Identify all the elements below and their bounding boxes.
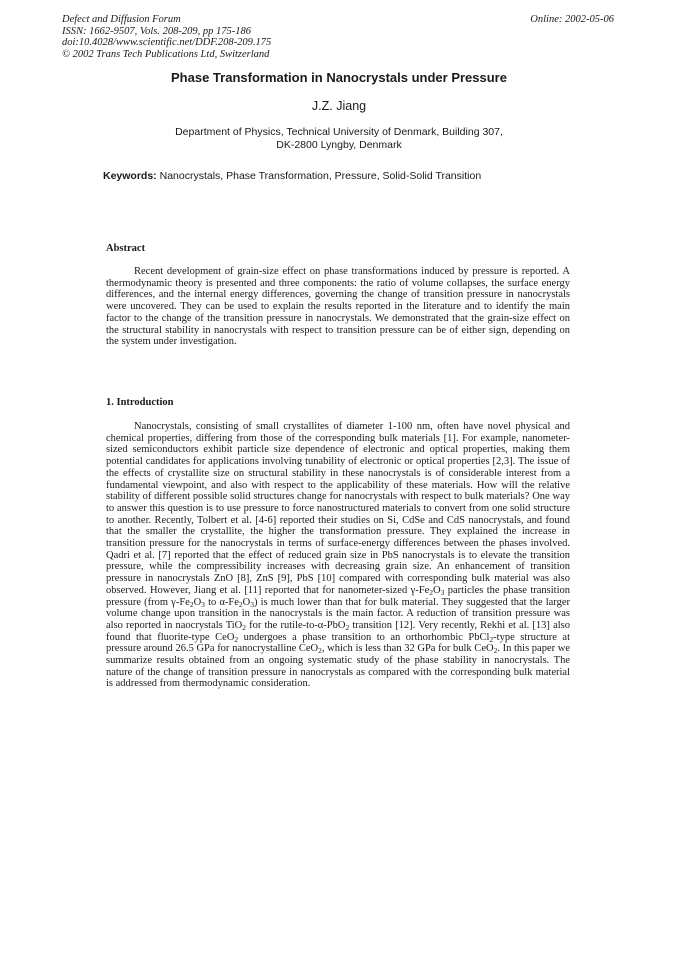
intro-segment: . In this paper we summarize results obtained from an ongoing systematic study of the phase stability in nanocrystals. The nature of the change of transition pressure in nanocrystals as compared with the corresponding bulk material is addressed from thermodynamic consideration. [106, 643, 571, 690]
subscript: 3 [440, 587, 445, 597]
subscript: 2 [429, 587, 433, 597]
author: J.Z. Jiang [311, 99, 367, 113]
doi-line: doi:10.4028/www.scientific.net/DDF.208-209.175 [62, 37, 272, 49]
keywords [103, 170, 481, 182]
intro-segment: undergoes a phase transition to an orthorhombic PbCl [238, 631, 490, 643]
affiliation-line-2: DK-2800 Lyngby, Denmark [276, 138, 402, 151]
intro-segment: ) is much lower than that for bulk material. They suggested that the larger volume change upon transition in the nanocrystals is the main factor. A reduction of transition pressure was also reported in naocrystals TiO [106, 596, 571, 631]
introduction-heading: 1. Introduction [106, 397, 174, 408]
online-date: Online: 2002-05-06 [530, 14, 614, 25]
intro-segment: O [433, 584, 441, 596]
subscript: 2 [189, 599, 194, 609]
issn-line: ISSN: 1662-9507, Vols. 208-209, pp 175-186 [62, 25, 251, 37]
journal-name: Defect and Diffusion Forum [62, 14, 181, 25]
intro-segment: transition [12]. Very recently, Rekhi et al. [13] also found that fluorite-type CeO [106, 619, 570, 643]
subscript: 3 [250, 599, 254, 609]
subscript: 2 [234, 634, 239, 644]
subscript: 3 [201, 599, 205, 609]
keywords-text: Nanocrystals, Phase Transformation, Pressure, Solid-Solid Transition [156, 170, 482, 182]
intro-segment: O [242, 596, 251, 608]
intro-segment: Nanocrystals, consisting of small crystallites of diameter 1-100 nm, often have novel physical and chemical properties, differing from those of the corresponding bulk materials [1]. For example, nanometer-sized semiconductors exhibit particle size dependence of electronic and optical properties, making them potential candidates for applications involving tunability of electronic or optical properties [2,3]. The issue of the effects of crystallite size on structural stability in these nanocrystals is of considerable interest from a fundamental viewpoint, and also with respect to the applicability of these materials. How will the relative stability of different possible solid structures change for nanocrystals with respect to bulk materials? One way to answer this question is to use pressure to force nanostructured materials to convert from one solid structure to another. Recently, Tolbert et al. [4-6] reported their studies on Si, CdSe and CdS nanocrystals, and found that the smaller the crystallite, the higher the transformation pressure. They explained the increase in transition pressure for the nanocrystals in terms of surface-energy differences between the phases involved. Qadri et al. [7] reported that the effect of reduced grain size in PbS nanocrystals is to elevate the transition pressure, while the compressibility increases with decreasing grain size. An enhancement of transition pressure in nanocrystals ZnO [8], ZnS [9], PbS [10] compared with corresponding bulk material was also observed. However, Jiang et al. [11] reported that for nanometer-sized γ-Fe [106, 421, 570, 596]
subscript: 2 [238, 599, 243, 609]
affiliation-line-1: Department of Physics, Technical University of Denmark, Building 307, [175, 126, 503, 138]
intro-segment: for the rutile-to-α-PbO [245, 619, 346, 631]
intro-segment: , which is less than 32 GPa for bulk CeO [321, 643, 494, 655]
subscript: 2 [242, 622, 246, 632]
affiliation [0, 126, 678, 151]
paper-title: Phase Transformation in Nanocrystals under Pressure [171, 70, 507, 85]
intro-segment: particles the phase transition pressure (from γ-Fe [106, 584, 570, 608]
abstract-heading: Abstract [106, 243, 146, 254]
introduction-text [106, 421, 570, 690]
subscript: 2 [489, 634, 494, 644]
journal-header [62, 14, 271, 60]
copyright-line: © 2002 Trans Tech Publications Ltd, Switzerland [62, 48, 270, 60]
intro-segment: O [193, 596, 202, 608]
subscript: 2 [345, 622, 350, 632]
abstract-text: Recent development of grain-size effect on phase transformations induced by pressure is reported. A thermodynamic theory is presented and three components: the ratio of volume collapses, the surface energy differences, and the internal energy differences, governing the change of transition pressure in nanocrystals were uncovered. They can be used to explain the results reported in the literature and to identify the main factor to the change of the transition pressure in nanocrystals. We demonstrated that the grain-size effect on the structural stability in nanocrystals with respect to transition pressure can be of either sign, depending on the system under investigation. [106, 266, 570, 348]
intro-segment: -type structure at pressure around 26.5 GPa for nanocrystalline CeO [106, 631, 571, 655]
subscript: 2 [318, 646, 322, 656]
intro-segment: to α-Fe [204, 596, 239, 608]
keywords-label: Keywords: [103, 170, 157, 182]
subscript: 2 [493, 646, 498, 656]
